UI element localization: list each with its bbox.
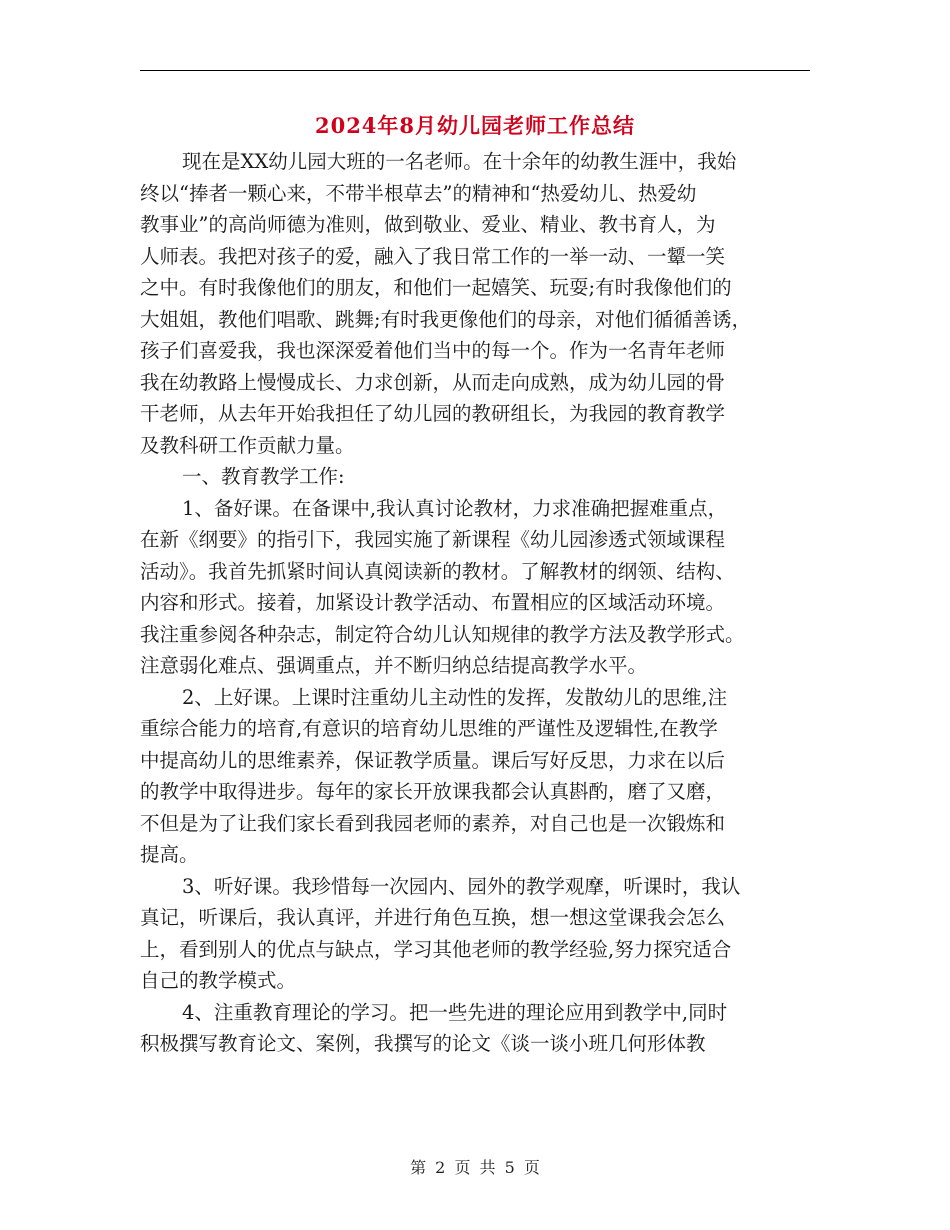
paragraph-line: 现在是XX幼儿园大班的一名老师。在十余年的幼教生涯中，我始 [182, 150, 737, 173]
paragraph-line: 我在幼教路上慢慢成长、力求创新，从而走向成熟，成为幼儿园的骨 [140, 370, 726, 394]
document-body [140, 146, 812, 1060]
paragraph-line: 2、上好课。上课时注重幼儿主动性的发挥，发散幼儿的思维,注 [182, 685, 728, 709]
paragraph-line: 大姐姐，教他们唱歌、跳舞;有时我更像他们的母亲，对他们循循善诱， [140, 307, 752, 331]
paragraph-line: 我注重参阅各种杂志，制定符合幼儿认知规律的教学方法及教学形式。 [140, 622, 745, 646]
paragraph-line: 干老师，从去年开始我担任了幼儿园的教研组长，为我园的教育教学 [140, 402, 726, 425]
paragraph-line: 孩子们喜爱我，我也深深爱着他们当中的每一个。作为一名青年老师 [140, 339, 726, 362]
paragraph-line: 不但是为了让我们家长看到我园老师的素养，对自己也是一次锻炼和 [140, 811, 726, 835]
paragraph-line: 人师表。我把对孩子的爱，融入了我日常工作的一举一动、一颦一笑 [140, 244, 726, 268]
paragraph-line: 教事业”的高尚师德为准则，做到敬业、爱业、精业、教书育人，为 [140, 213, 716, 236]
paragraph-line: 中提高幼儿的思维素养，保证教学质量。课后写好反思，力求在以后 [140, 748, 726, 772]
section-heading: 一、教育教学工作: [182, 465, 345, 488]
paragraph-line: 之中。有时我像他们的朋友，和他们一起嬉笑、玩耍;有时我像他们的 [140, 276, 732, 299]
page-footer: 第 2 页 共 5 页 [410, 1158, 540, 1177]
document-title: 2024年8月幼儿园老师工作总结 [314, 113, 636, 138]
paragraph-line: 真记，听课后，我认真评，并进行角色互换，想一想这堂课我会怎么 [140, 906, 726, 929]
paragraph-line: 内容和形式。接着，加紧设计教学活动、布置相应的区域活动环境。 [140, 591, 726, 614]
paragraph-line: 自己的教学模式。 [140, 969, 297, 992]
paragraph-line: 注意弱化难点、强调重点，并不断归纳总结提高教学水平。 [140, 654, 648, 677]
paragraph-line: 提高。 [140, 843, 199, 866]
paragraph-line: 活动》。我首先抓紧时间认真阅读新的教材。了解教材的纲领、结构、 [140, 559, 735, 583]
header-rule [140, 70, 810, 71]
paragraph-line: 3、听好课。我珍惜每一次园内、园外的教学观摩，听课时，我认 [182, 874, 741, 898]
paragraph-line: 1、备好课。在备课中,我认真讨论教材，力求准确把握难重点， [182, 496, 728, 520]
paragraph-line: 的教学中取得进步。每年的家长开放课我都会认真斟酌，磨了又磨， [140, 780, 726, 803]
paragraph-line: 重综合能力的培育,有意识的培育幼儿思维的严谨性及逻辑性,在教学 [140, 717, 718, 740]
paragraph-line: 积极撰写教育论文、案例，我撰写的论文《谈一谈小班几何形体教 [140, 1032, 706, 1055]
paragraph-line: 4、注重教育理论的学习。把一些先进的理论应用到教学中,同时 [182, 1000, 728, 1024]
paragraph-line: 终以“捧者一颗心来，不带半根草去”的精神和“热爱幼儿、热爱幼 [140, 181, 697, 205]
paragraph-line: 上，看到别人的优点与缺点，学习其他老师的教学经验,努力探究适合 [140, 937, 732, 961]
paragraph-line: 在新《纲要》的指引下，我园实施了新课程《幼儿园渗透式领域课程 [140, 528, 726, 551]
paragraph-line: 及教科研工作贡献力量。 [140, 433, 355, 457]
